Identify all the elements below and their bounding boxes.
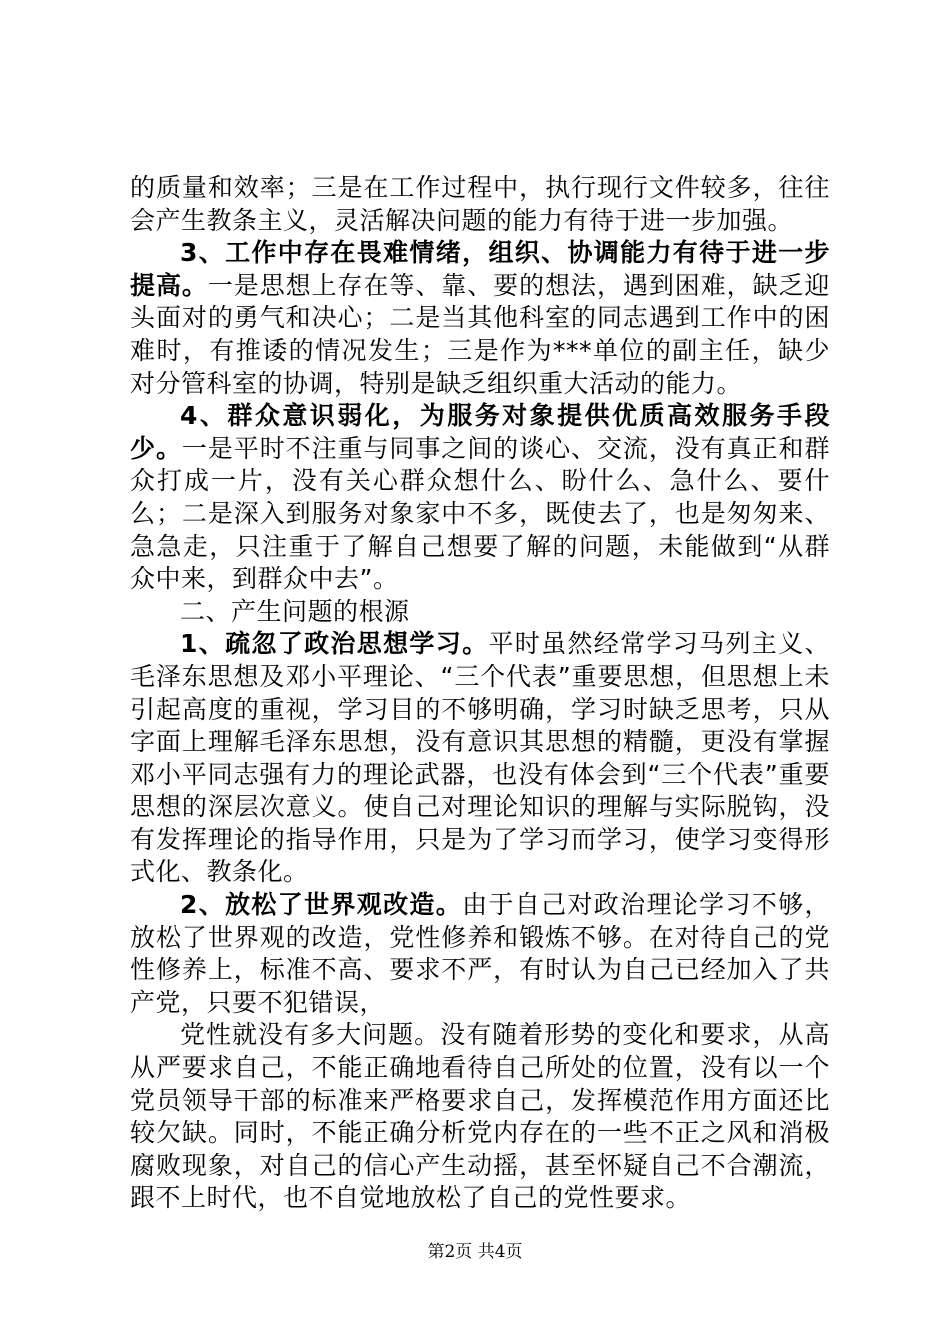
section-heading [130,596,830,629]
page-number: 第2页 共4页 [427,1242,523,1262]
paragraph-5 [130,628,830,889]
paragraph-text: 由于自己对政治理论学习不够，放松了世界观的改造，党性修养和锻炼不够。在对待自己的党性修养上，标准不高、要求不严，有时认为自己已经加入了共产党，只要不犯错误， [130,890,830,1017]
paragraph-text: 平时虽然经常学习马列主义、毛泽东思想及邓小平理论、“三个代表”重要思想，但思想上未引起高度的重视，学习目的不够明确，学习时缺乏思考，只从字面上理解毛泽东思想，没有意识其思想的精髓，更没有掌握邓小平同志强有力的理论武器，也没有体会到“三个代表”重要思想的深层次意义。使自己对理论知识的理解与实际脱钩，没有发挥理论的指导作用，只是为了学习而学习，使学习变得形式化、教条化。 [130,629,830,887]
paragraph-lead: 2、放松了世界观改造。 [180,890,463,920]
paragraph-text: 一是思想上存在等、靠、要的想法，遇到困难，缺乏迎头面对的勇气和决心；二是当其他科室的同志遇到工作中的困难时，有推诿的情况发生；三是作为***单位的副主任，缺少对分管科室的协调，特别是缺乏组织重大活动的能力。 [130,270,830,398]
paragraph-6 [130,889,830,1019]
paragraph-1 [130,172,830,237]
paragraph-lead: 4、群众意识弱化，为服务对象提供优质高效服务手段少。 [130,401,830,463]
paragraph-2 [130,237,830,400]
document-body [130,172,830,1215]
paragraph-text: 党性就没有多大问题。没有随着形势的变化和要求，从高从严要求自己，不能正确地看待自己所处的位置，没有以一个党员领导干部的标准来严格要求自己，发挥模范作用方面还比较欠缺。同时，不能正确分析党内存在的一些不正之风和消极腐败现象，对自己的信心产生动摇，甚至怀疑自己不合潮流，跟不上时代，也不自觉地放松了自己的党性要求。 [130,1020,830,1213]
paragraph-text: 的质量和效率；三是在工作过程中，执行现行文件较多，往往会产生教条主义，灵活解决问题的能力有待于进一步加强。 [130,173,830,235]
paragraph-7 [130,1019,830,1215]
section-heading-text: 二、产生问题的根源 [180,596,410,626]
page-footer [0,1241,950,1263]
paragraph-lead: 3、工作中存在畏难情绪，组织、协调能力有待于进一步提高。 [130,238,830,300]
paragraph-3 [130,400,830,596]
paragraph-text: 一是平时不注重与同事之间的谈心、交流，没有真正和群众打成一片，没有关心群众想什么、盼什么、急什么、要什么；二是深入到服务对象家中不多，既使去了，也是匆匆来、急急走，只注重于了解自己想要了解的问题，未能做到“从群众中来，到群众中去”。 [130,433,830,594]
paragraph-lead: 1、疏忽了政治思想学习。 [180,629,489,659]
